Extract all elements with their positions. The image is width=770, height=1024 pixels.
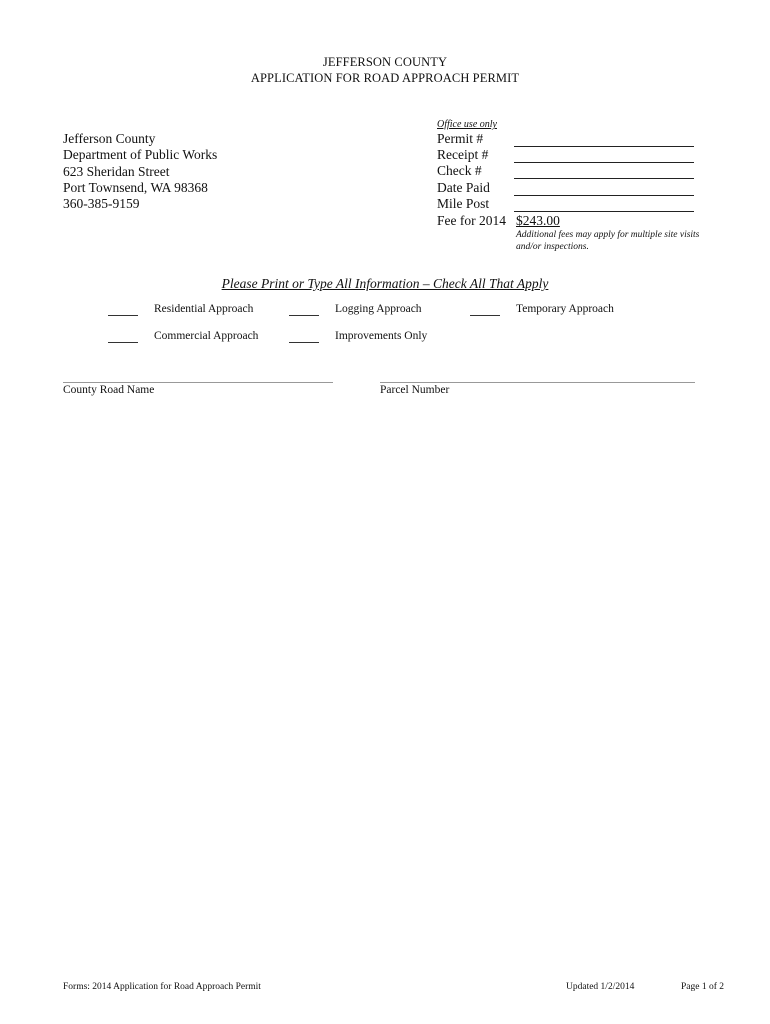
agency-address xyxy=(63,131,217,212)
office-use-label: Office use only xyxy=(437,119,497,130)
permit-number-field[interactable] xyxy=(514,146,694,147)
mile-post-label: Mile Post xyxy=(437,196,490,211)
footer-form-name: Forms: 2014 Application for Road Approach Permit xyxy=(63,982,261,992)
date-paid-field[interactable] xyxy=(514,195,694,196)
receipt-number-label: Receipt # xyxy=(437,147,489,162)
temporary-approach-checkbox[interactable] xyxy=(470,315,500,316)
permit-number-label: Permit # xyxy=(437,131,484,146)
mile-post-field[interactable] xyxy=(514,211,694,212)
parcel-number-label: Parcel Number xyxy=(380,384,450,396)
residential-approach-checkbox[interactable] xyxy=(108,315,138,316)
fee-note: Additional fees may apply for multiple site visits and/or inspections. xyxy=(516,230,700,252)
temporary-approach-label: Temporary Approach xyxy=(516,303,614,315)
commercial-approach-checkbox[interactable] xyxy=(108,342,138,343)
address-line-5: 360-385-9159 xyxy=(63,196,140,212)
check-number-field[interactable] xyxy=(514,178,694,179)
form-instructions: Please Print or Type All Information – Check All That Apply xyxy=(221,276,549,291)
fee-label: Fee for 2014 xyxy=(437,213,506,228)
address-line-3: 623 Sheridan Street xyxy=(63,163,170,179)
document-title-line1: JEFFERSON COUNTY xyxy=(322,55,448,69)
residential-approach-label: Residential Approach xyxy=(154,303,254,315)
fee-value: $243.00 xyxy=(516,213,560,228)
check-number-label: Check # xyxy=(437,163,482,178)
parcel-number-field[interactable] xyxy=(380,382,695,383)
address-line-4: Port Townsend, WA 98368 xyxy=(63,179,208,195)
document-title-line2: APPLICATION FOR ROAD APPROACH PERMIT xyxy=(250,71,520,85)
receipt-number-field[interactable] xyxy=(514,162,694,163)
footer-updated-date: Updated 1/2/2014 xyxy=(566,982,635,992)
commercial-approach-label: Commercial Approach xyxy=(154,330,259,342)
improvements-only-label: Improvements Only xyxy=(335,330,428,342)
footer-page-number: Page 1 of 2 xyxy=(681,982,725,992)
improvements-only-checkbox[interactable] xyxy=(289,342,319,343)
logging-approach-checkbox[interactable] xyxy=(289,315,319,316)
logging-approach-label: Logging Approach xyxy=(335,303,422,315)
address-line-1: Jefferson County xyxy=(63,131,156,146)
county-road-name-label: County Road Name xyxy=(63,384,155,396)
address-line-2: Department of Public Works xyxy=(63,147,218,163)
date-paid-label: Date Paid xyxy=(437,180,490,195)
county-road-name-field[interactable] xyxy=(63,382,333,383)
